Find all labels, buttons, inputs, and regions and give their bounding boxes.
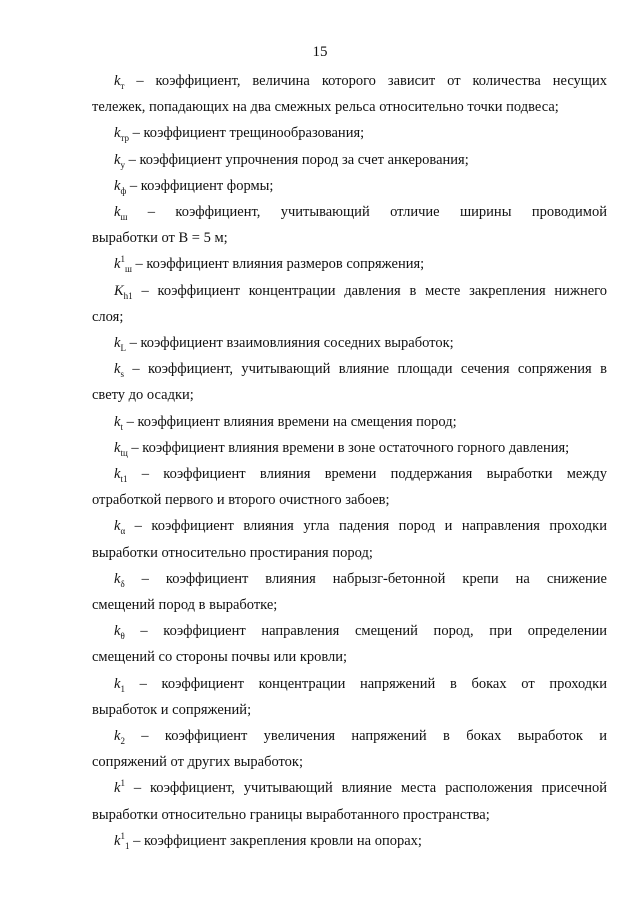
- definition-text: – коэффициент влияния угла падения пород и направления проходки: [125, 518, 607, 535]
- symbol-subscript: ш: [124, 264, 132, 275]
- coefficient-symbol: [114, 178, 126, 194]
- symbol-subscript: s: [120, 369, 124, 380]
- symbol-subscript: tц: [120, 447, 128, 458]
- definition-first-line: [92, 723, 607, 749]
- definition-first-line: [92, 68, 607, 94]
- symbol-subscript: т: [120, 80, 125, 91]
- definition-first-line: [92, 173, 607, 199]
- definition-entry: [92, 120, 607, 146]
- coefficient-symbol: [114, 728, 125, 744]
- definition-entry: [92, 618, 607, 670]
- definition-entry: [92, 671, 607, 723]
- definition-first-line: [92, 435, 607, 461]
- definition-first-line: [92, 513, 607, 539]
- definition-text: – коэффициент закрепления кровли на опорах;: [129, 832, 422, 849]
- symbol-subscript: h1: [123, 290, 133, 301]
- definition-text: – коэффициент влияния времени поддержания выработки между: [127, 466, 607, 483]
- symbol-subscript: t1: [120, 473, 128, 484]
- symbol-subscript: тр: [120, 133, 129, 144]
- definition-entry: [92, 251, 607, 277]
- definition-entry: [92, 828, 607, 854]
- symbol-subscript: ф: [120, 185, 127, 196]
- coefficient-symbol: [114, 676, 125, 692]
- symbol-subscript: у: [120, 159, 125, 170]
- definition-continuation: отработкой первого и второго очистного забоев;: [92, 492, 390, 509]
- symbol-base: k: [114, 675, 121, 692]
- symbol-subscript: δ: [120, 578, 125, 589]
- definition-continuation: выработки относительно простирания пород;: [92, 544, 373, 561]
- definition-entry: [92, 199, 607, 251]
- definition-text: – коэффициент упрочнения пород за счет анкерования;: [124, 151, 469, 168]
- definition-text: – коэффициент, учитывающий отличие ширины проводимой: [127, 204, 607, 221]
- definition-first-line: [92, 775, 607, 801]
- definition-first-line: [92, 251, 607, 277]
- symbol-base: k: [114, 780, 121, 797]
- symbol-base: K: [114, 282, 124, 299]
- definition-continuation: слоя;: [92, 308, 124, 325]
- definition-text: – коэффициент влияния размеров сопряжения;: [131, 256, 425, 273]
- definition-entry: [92, 775, 607, 827]
- definition-continuation: смещений пород в выработке;: [92, 597, 278, 614]
- definition-entry: [92, 513, 607, 565]
- definition-entry: [92, 723, 607, 775]
- definition-continuation: выработок и сопряжений;: [92, 701, 252, 718]
- definition-entry: [92, 68, 607, 120]
- coefficient-symbol: [114, 283, 133, 299]
- definition-continuation: смещений со стороны почвы или кровли;: [92, 649, 348, 666]
- definition-first-line: [92, 618, 607, 644]
- definition-text: – коэффициент трещинообразования;: [128, 125, 365, 142]
- page-number: 15: [312, 44, 328, 60]
- coefficient-symbol: [114, 361, 124, 380]
- symbol-superscript: 1: [120, 831, 125, 842]
- coefficient-symbol: [114, 204, 127, 220]
- definition-text: – коэффициент влияния времени на смещения пород;: [122, 413, 457, 430]
- definition-first-line: [92, 461, 607, 487]
- symbol-base: k: [114, 177, 121, 194]
- symbol-base: k: [114, 623, 121, 640]
- symbol-base: k: [114, 335, 121, 352]
- coefficient-symbol: [114, 335, 126, 351]
- definition-continuation: выработки относительно границы выработанного пространства;: [92, 806, 490, 823]
- definitions-list: [92, 68, 607, 854]
- definition-text: – коэффициент концентрации давления в месте закрепления нижнего: [132, 282, 607, 299]
- definition-entry: [92, 409, 607, 435]
- coefficient-symbol: [114, 152, 125, 168]
- symbol-subscript: L: [120, 342, 126, 353]
- symbol-subscript: 1: [124, 840, 130, 851]
- definition-entry: [92, 147, 607, 173]
- definition-first-line: [92, 671, 607, 697]
- symbol-base: k: [114, 466, 121, 483]
- definition-first-line: [92, 199, 607, 225]
- symbol-subscript: ш: [120, 211, 128, 222]
- definition-text: – коэффициент влияния набрызг-бетонной крепи на снижение: [124, 570, 607, 587]
- coefficient-symbol: [114, 440, 128, 456]
- definition-entry: [92, 278, 607, 330]
- coefficient-symbol: [114, 518, 126, 537]
- symbol-subscript: t: [120, 421, 123, 432]
- definition-text: – коэффициент, учитывающий влияние площади сечения сопряжения в: [123, 361, 607, 378]
- symbol-superscript: 1: [120, 778, 125, 789]
- definition-entry: [92, 566, 607, 618]
- definition-first-line: [92, 330, 607, 356]
- definition-text: – коэффициент, учитывающий влияние места расположения присечной: [124, 780, 607, 797]
- symbol-base: k: [114, 256, 121, 273]
- symbol-subscript: α: [120, 526, 126, 537]
- definition-entry: [92, 330, 607, 356]
- coefficient-symbol: [114, 73, 124, 89]
- symbol-base: k: [114, 832, 121, 849]
- definition-first-line: [92, 566, 607, 592]
- symbol-base: k: [114, 204, 121, 221]
- definition-text: – коэффициент концентрации напряжений в боках от проходки: [124, 675, 607, 692]
- coefficient-symbol: [114, 623, 125, 642]
- definition-continuation: свету до осадки;: [92, 387, 194, 404]
- symbol-base: k: [114, 361, 121, 378]
- coefficient-symbol: [114, 125, 129, 144]
- definition-entry: [92, 435, 607, 461]
- definition-first-line: [92, 120, 607, 146]
- definition-continuation: тележек, попадающих на два смежных рельса относительно точки подвеса;: [92, 99, 559, 116]
- symbol-base: k: [114, 151, 121, 168]
- coefficient-symbol: [114, 414, 123, 430]
- definition-first-line: [92, 147, 607, 173]
- coefficient-symbol: [114, 254, 132, 275]
- definition-continuation: сопряжений от других выработок;: [92, 754, 304, 771]
- definition-entry: [92, 356, 607, 408]
- definition-text: – коэффициент влияния времени в зоне остаточного горного давления;: [127, 439, 570, 456]
- symbol-subscript: 2: [120, 735, 125, 746]
- definition-first-line: [92, 278, 607, 304]
- symbol-base: k: [114, 439, 121, 456]
- symbol-base: k: [114, 413, 121, 430]
- symbol-base: k: [114, 570, 121, 587]
- symbol-base: k: [114, 728, 121, 745]
- symbol-base: k: [114, 518, 121, 535]
- definition-text: – коэффициент формы;: [126, 177, 274, 194]
- symbol-subscript: 1: [120, 683, 125, 694]
- symbol-superscript: 1: [120, 254, 125, 265]
- definition-continuation: выработки от B = 5 м;: [92, 230, 228, 247]
- coefficient-symbol: [114, 833, 129, 849]
- definition-first-line: [92, 356, 607, 382]
- definition-text: – коэффициент, величина которого зависит от количества несущих: [124, 73, 607, 89]
- coefficient-symbol: [114, 571, 125, 587]
- symbol-subscript: θ: [120, 631, 125, 642]
- definition-text: – коэффициент взаимовлияния соседних выработок;: [125, 335, 454, 352]
- definition-first-line: [92, 828, 607, 854]
- symbol-base: k: [114, 125, 121, 142]
- coefficient-symbol: [114, 466, 127, 482]
- definition-text: – коэффициент увеличения напряжений в боках выработок и: [124, 728, 607, 745]
- symbol-base: k: [114, 73, 121, 89]
- coefficient-symbol: [114, 780, 125, 796]
- definition-first-line: [92, 409, 607, 435]
- definition-text: – коэффициент направления смещений пород, при определении: [124, 623, 607, 640]
- definition-entry: [92, 461, 607, 513]
- definition-entry: [92, 173, 607, 199]
